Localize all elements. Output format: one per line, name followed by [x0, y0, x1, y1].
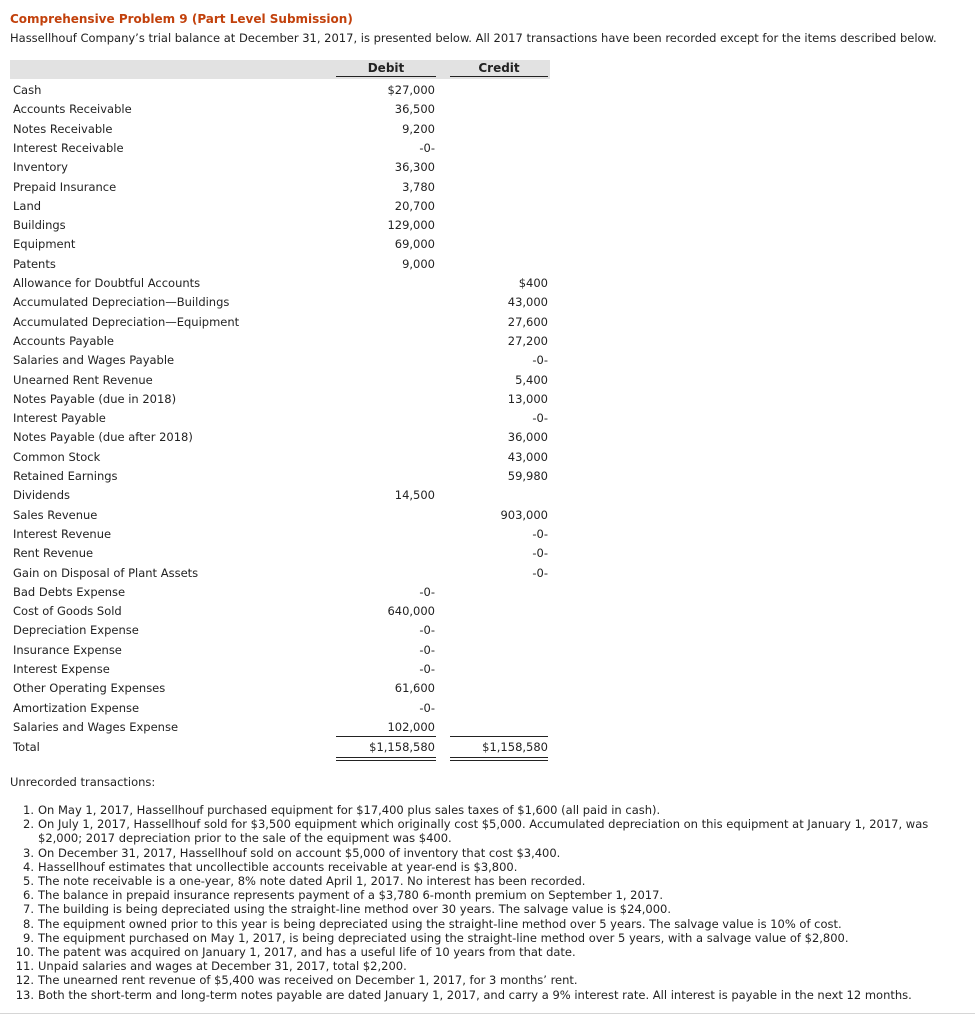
table-row — [0, 564, 560, 583]
table-row — [0, 158, 560, 177]
transaction-text — [38, 945, 968, 959]
account-name: Sales Revenue — [13, 507, 98, 522]
account-name: Prepaid Insurance — [13, 179, 117, 194]
credit-subtotal-rule — [450, 736, 548, 737]
table-row — [0, 428, 560, 447]
table-row — [0, 313, 560, 332]
credit-amount: 5,400 — [515, 372, 548, 387]
table-row — [0, 506, 560, 525]
transaction-number: 6. — [23, 888, 34, 903]
debit-amount: -0- — [419, 662, 435, 676]
table-row — [0, 621, 560, 640]
total-credit: $1,158,580 — [482, 740, 548, 754]
debit-amount: 14,500 — [394, 488, 435, 503]
table-row — [0, 235, 560, 254]
transaction-text — [38, 917, 968, 931]
transaction-number: 13. — [15, 987, 34, 1002]
transaction-item — [10, 817, 970, 845]
transaction-text — [38, 888, 968, 902]
table-row — [0, 139, 560, 158]
credit-amount: -0- — [532, 546, 548, 561]
debit-amount: $27,000 — [387, 83, 435, 97]
account-name: Unearned Rent Revenue — [13, 372, 153, 387]
account-name: Amortization Expense — [13, 700, 140, 715]
total-label: Total — [13, 740, 40, 754]
account-name: Rent Revenue — [13, 546, 94, 561]
transaction-text-line: The building is being depreciated using the straight-line method over 30 years. The salvage value is $24,000. — [38, 902, 672, 917]
credit-amount: 43,000 — [507, 449, 548, 464]
credit-amount: -0- — [532, 565, 548, 580]
debit-amount: 9,000 — [402, 256, 435, 271]
credit-header-underline — [450, 76, 548, 77]
table-row — [0, 486, 560, 505]
transaction-text — [38, 902, 968, 916]
debit-amount: -0- — [419, 584, 435, 599]
debit-amount: -0- — [419, 140, 435, 155]
account-name: Equipment — [13, 237, 76, 252]
transaction-item — [10, 860, 970, 874]
transaction-number: 2. — [23, 817, 34, 832]
credit-amount: 903,000 — [500, 507, 548, 522]
credit-amount: 27,200 — [507, 333, 548, 348]
table-row — [0, 544, 560, 563]
transaction-number: 12. — [15, 973, 34, 988]
total-debit: $1,158,580 — [369, 740, 435, 754]
transaction-item — [10, 973, 970, 987]
account-name: Inventory — [13, 160, 68, 175]
credit-amount: -0- — [532, 526, 548, 541]
table-row — [0, 178, 560, 197]
account-name: Salaries and Wages Expense — [13, 719, 179, 734]
transaction-text-line: The unearned rent revenue of $5,400 was received on December 1, 2017, for 3 months’ rent. — [38, 973, 578, 988]
credit-amount: -0- — [532, 353, 548, 368]
table-row — [0, 216, 560, 235]
transaction-item — [10, 902, 970, 916]
transaction-number: 11. — [15, 959, 34, 974]
account-name: Interest Receivable — [13, 140, 124, 155]
credit-amount: 27,600 — [507, 314, 548, 329]
table-row — [0, 197, 560, 216]
credit-amount: 43,000 — [507, 295, 548, 310]
transaction-text-line: On May 1, 2017, Hassellhouf purchased equipment for $17,400 plus sales taxes of $1,600 (all paid in cash). — [38, 803, 661, 817]
transaction-number: 10. — [15, 945, 34, 959]
table-row — [0, 699, 560, 718]
table-row — [0, 602, 560, 621]
account-name: Buildings — [13, 218, 66, 233]
credit-amount: 59,980 — [507, 469, 548, 483]
debit-amount: -0- — [419, 623, 435, 638]
table-row — [0, 274, 560, 293]
transaction-item — [10, 846, 970, 860]
transaction-number: 8. — [23, 916, 34, 931]
transaction-text-line: On December 31, 2017, Hassellhouf sold on account $5,000 of inventory that cost $3,400. — [38, 845, 561, 860]
table-row — [0, 332, 560, 351]
total-row — [0, 738, 560, 757]
transaction-item — [10, 988, 970, 1002]
account-name: Dividends — [13, 488, 71, 503]
table-row — [0, 641, 560, 660]
transaction-item — [10, 931, 970, 945]
account-name: Land — [13, 198, 42, 213]
table-row — [0, 351, 560, 370]
account-name: Notes Payable (due after 2018) — [13, 430, 193, 445]
transaction-text-line: Unpaid salaries and wages at December 31, 2017, total $2,200. — [38, 959, 407, 974]
account-name: Interest Revenue — [13, 526, 112, 541]
table-row — [0, 81, 560, 100]
transaction-number: 9. — [23, 930, 34, 945]
table-row — [0, 120, 560, 139]
unrecorded-transactions-title: Unrecorded transactions: — [10, 775, 156, 789]
table-row — [0, 660, 560, 679]
debit-amount: 61,600 — [394, 681, 435, 696]
transaction-text — [38, 803, 968, 817]
debit-total-double-rule — [336, 757, 436, 761]
table-row — [0, 371, 560, 390]
account-name: Interest Payable — [13, 411, 106, 426]
account-name: Bad Debts Expense — [13, 584, 126, 599]
table-row — [0, 390, 560, 409]
account-name: Salaries and Wages Payable — [13, 353, 175, 368]
account-name: Interest Expense — [13, 662, 110, 676]
table-row — [0, 525, 560, 544]
debit-column-header: Debit — [367, 61, 405, 75]
account-name: Accumulated Depreciation—Buildings — [13, 295, 230, 310]
transaction-item — [10, 917, 970, 931]
transaction-text — [38, 817, 968, 845]
account-name: Notes Payable (due in 2018) — [13, 391, 177, 406]
transaction-text-line: The note receivable is a one-year, 8% note dated April 1, 2017. No interest has been recorded. — [38, 874, 586, 888]
transaction-item — [10, 945, 970, 959]
transaction-text-line: On July 1, 2017, Hassellhouf sold for $3,500 equipment which originally cost $5,000. Accumulated depreciation on this equipment at January 1, 2017, was — [38, 817, 929, 832]
table-row — [0, 409, 560, 428]
table-row — [0, 293, 560, 312]
table-row — [0, 583, 560, 602]
intro-text: Hassellhouf Company’s trial balance at December 31, 2017, is presented below. All 2017 transactions have been recorded except for the items described below. — [10, 31, 937, 45]
transaction-number: 4. — [23, 859, 34, 874]
debit-amount: 20,700 — [394, 198, 435, 213]
debit-amount: 36,300 — [394, 160, 435, 175]
table-row — [0, 467, 560, 486]
credit-amount: $400 — [518, 276, 548, 290]
debit-amount: 102,000 — [387, 719, 435, 734]
page-bottom-divider — [0, 1013, 975, 1014]
debit-amount: -0- — [419, 642, 435, 657]
transaction-text — [38, 874, 968, 888]
debit-amount: 640,000 — [387, 604, 435, 619]
account-name: Allowance for Doubtful Accounts — [13, 276, 201, 290]
table-row — [0, 448, 560, 467]
transaction-text — [38, 846, 968, 860]
account-name: Common Stock — [13, 449, 101, 464]
debit-amount: 129,000 — [387, 218, 435, 233]
account-name: Accounts Payable — [13, 333, 114, 348]
transaction-text — [38, 988, 968, 1002]
debit-amount: 36,500 — [394, 102, 435, 117]
credit-amount: 36,000 — [507, 430, 548, 445]
credit-amount: -0- — [532, 411, 548, 426]
transaction-text — [38, 931, 968, 945]
transaction-text — [38, 973, 968, 987]
transaction-text-line: Both the short-term and long-term notes payable are dated January 1, 2017, and carry a 9% interest rate. All interest is payable in the next 12 months. — [38, 987, 912, 1002]
debit-amount: 3,780 — [402, 179, 435, 194]
transaction-item — [10, 888, 970, 902]
account-name: Accumulated Depreciation—Equipment — [13, 314, 240, 329]
credit-amount: 13,000 — [507, 391, 548, 406]
transaction-number: 7. — [23, 902, 34, 917]
debit-header-underline — [336, 76, 436, 77]
credit-total-double-rule — [450, 757, 548, 761]
account-name: Insurance Expense — [13, 642, 122, 657]
account-name: Cash — [13, 83, 42, 97]
account-name: Other Operating Expenses — [13, 681, 166, 696]
table-row — [0, 679, 560, 698]
account-name: Cost of Goods Sold — [13, 604, 122, 619]
problem-heading: Comprehensive Problem 9 (Part Level Submission) — [10, 12, 353, 26]
transaction-item — [10, 803, 970, 817]
account-name: Retained Earnings — [13, 469, 118, 483]
transaction-number: 3. — [23, 845, 34, 860]
transaction-item — [10, 959, 970, 973]
account-name: Accounts Receivable — [13, 102, 132, 117]
debit-amount: 9,200 — [402, 121, 435, 136]
account-name: Notes Receivable — [13, 121, 113, 136]
transaction-text — [38, 860, 968, 874]
table-row — [0, 100, 560, 119]
account-name: Gain on Disposal of Plant Assets — [13, 565, 199, 580]
transaction-item — [10, 874, 970, 888]
transaction-text-line: The balance in prepaid insurance represents payment of a $3,780 6-month premium on September 1, 2017. — [38, 888, 664, 903]
transaction-number: 5. — [23, 874, 34, 888]
transaction-text-line: The patent was acquired on January 1, 2017, and has a useful life of 10 years from that date. — [38, 945, 576, 959]
account-name: Depreciation Expense — [13, 623, 139, 638]
debit-subtotal-rule — [336, 736, 436, 737]
credit-column-header: Credit — [478, 61, 520, 75]
transaction-text-line: $2,000; 2017 depreciation prior to the sale of the equipment was $400. — [38, 831, 452, 846]
table-row — [0, 718, 560, 737]
transaction-text-line: Hassellhouf estimates that uncollectible accounts receivable at year-end is $3,800. — [38, 859, 518, 874]
transaction-text-line: The equipment owned prior to this year is being depreciated using the straight-line method over 5 years. The salvage value is 10% of cost. — [38, 916, 842, 931]
account-name: Patents — [13, 256, 56, 271]
transaction-text-line: The equipment purchased on May 1, 2017, is being depreciated using the straight-line method over 5 years, with a salvage value of $2,800. — [38, 930, 849, 945]
transaction-text — [38, 959, 968, 973]
transaction-number: 1. — [23, 803, 34, 817]
debit-amount: -0- — [419, 700, 435, 715]
table-row — [0, 255, 560, 274]
debit-amount: 69,000 — [394, 237, 435, 252]
